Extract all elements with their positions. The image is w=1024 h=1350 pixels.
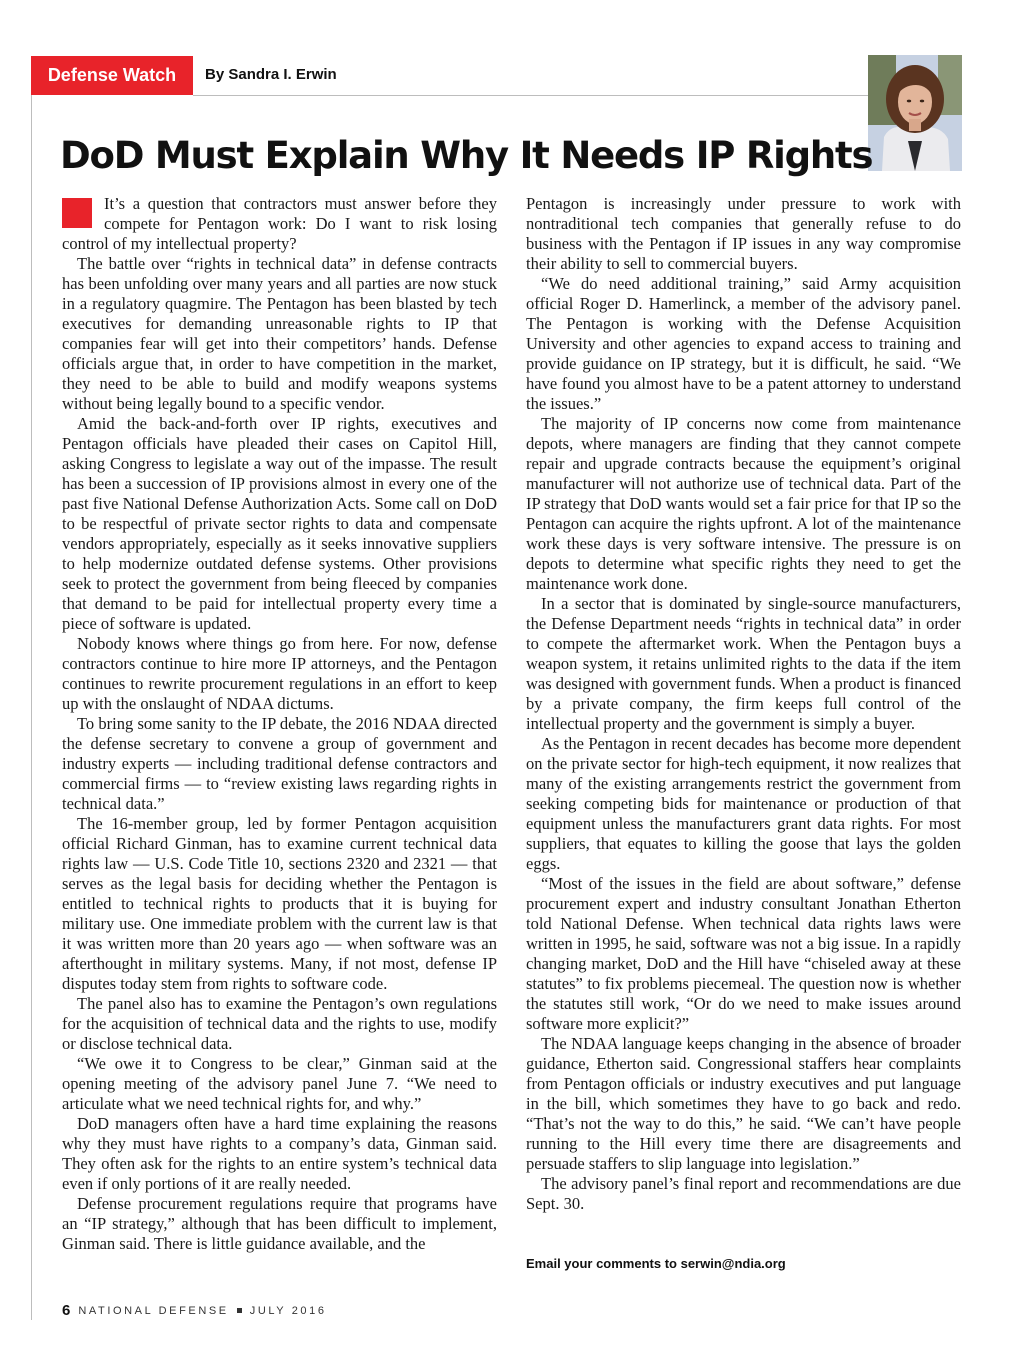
lead-marker xyxy=(62,198,92,228)
paragraph: “We do need additional training,” said Army acquisition official Roger D. Hamerlinck, a member of the advisory panel. The Pentagon is working with the Defense Acquisition University and other agencies to expand access to training and provide guidance on IP strategy, but it is difficult, he said. “We have found you almost have to be a patent attorney to understand the issues.” xyxy=(526,274,961,413)
separator-square-icon xyxy=(237,1308,242,1313)
section-tag: Defense Watch xyxy=(31,56,193,95)
publication-name: NATIONAL DEFENSE xyxy=(78,1304,229,1317)
paragraph: The NDAA language keeps changing in the absence of broader guidance, Etherton said. Congressional staffers hear complaints from Pentagon officials or industry executives and put language in the bill, which sometimes they have to go back and redo. “That’s not the way to do this,” he said. “We can’t have people running to the Hill every time there are disagreements and persuade staffers to slip language into legislation.” xyxy=(526,1034,961,1173)
contact-email-line: Email your comments to serwin@ndia.org xyxy=(526,1256,786,1271)
article-column-left xyxy=(62,194,497,1254)
paragraph: The battle over “rights in technical data” in defense contracts has been unfolding over many years and all parties are now stuck in a regulatory quagmire. The Pentagon has been blasted by tech executives for demanding unreasonable rights to IP that companies fear will get into their competitors’ hands. Defense officials argue that, in order to have competition in the market, they need to be able to build and modify weapons systems without being legally bound to a specific vendor. xyxy=(62,254,497,413)
paragraph: Pentagon is increasingly under pressure to work with nontraditional tech companies that generally refuse to do business with the Pentagon if IP issues in any way compromise their ability to sell to commercial buyers. xyxy=(526,194,961,273)
paragraph: Defense procurement regulations require that programs have an “IP strategy,” although that has been difficult to implement, Ginman said. There is little guidance available, and the xyxy=(62,1194,497,1253)
author-portrait-icon xyxy=(868,55,962,171)
paragraph: “We owe it to Congress to be clear,” Ginman said at the opening meeting of the advisory panel June 7. “We need to articulate what we need technical rights for, and why.” xyxy=(62,1054,497,1113)
paragraph: The advisory panel’s final report and recommendations are due Sept. 30. xyxy=(526,1174,961,1213)
paragraph: It’s a question that contractors must answer before they compete for Pentagon work: Do I want to risk losing control of my intellectual property? xyxy=(62,194,497,253)
headline: DoD Must Explain Why It Needs IP Rights xyxy=(60,134,873,177)
article-column-right xyxy=(526,194,961,1214)
byline: By Sandra I. Erwin xyxy=(205,66,337,83)
issue-date: JULY 2016 xyxy=(249,1304,327,1317)
paragraph: DoD managers often have a hard time explaining the reasons why they must have rights to a company’s data, Ginman said. They often ask for the rights to an entire system’s technical data even if only portions of it are really needed. xyxy=(62,1114,497,1193)
page-footer xyxy=(62,1302,327,1319)
paragraph: As the Pentagon in recent decades has become more dependent on the private sector for high-tech equipment, it now realizes that many of the existing arrangements restrict the government from seeking competing bids for maintenance or production of that equipment unless the manufacturers grant data rights. For most suppliers, that equates to killing the goose that lays the golden eggs. xyxy=(526,734,961,873)
paragraph: In a sector that is dominated by single-source manufacturers, the Defense Department needs “rights in technical data” in order to compete the aftermarket work. When the Pentagon buys a weapon system, it retains unlimited rights to the data if the item was designed with government funds. When a product is financed by a private company, the firm keeps full control of the intellectual property and the government is simply a buyer. xyxy=(526,594,962,733)
paragraph: “Most of the issues in the field are about software,” defense procurement expert and industry consultant Jonathan Etherton told National Defense. When technical data rights laws were written in 1995, he said, software was not a big issue. In a rapidly changing market, DoD and the Hill have “chiseled away at these statutes” to fix problems piecemeal. The question now is whether the statutes still work, “Or do we need to make issues around software more explicit?” xyxy=(526,874,961,1033)
paragraph: Amid the back-and-forth over IP rights, executives and Pentagon officials have pleaded their cases on Capitol Hill, asking Congress to legislate a way out of the impasse. The result has been a succession of IP provisions almost in every one of the past five National Defense Authorization Acts. Some call on DoD to be respectful of private sector rights to data and compensate vendors appropriately, especially as it seeks innovative suppliers to help modernize outdated defense systems. Other provisions seek to protect the government from being fleeced by companies that demand to be paid for intellectual property every time a piece of software is updated. xyxy=(62,414,497,633)
paragraph: To bring some sanity to the IP debate, the 2016 NDAA directed the defense secretary to convene a group of government and industry experts — including traditional defense contractors and commercial firms — to “review existing laws regarding rights in technical data.” xyxy=(62,714,497,813)
author-photo xyxy=(868,55,962,171)
paragraph: The 16-member group, led by former Pentagon acquisition official Richard Ginman, has to examine current technical data rights law — U.S. Code Title 10, sections 2320 and 2321 — that serves as the legal basis for deciding whether the Pentagon is entitled to technical rights to products that it is buying for military use. One immediate problem with the current law is that it was written more than 20 years ago — when software was an afterthought in military systems. Many, if not most, defense IP disputes today stem from rights to software code. xyxy=(62,814,497,993)
page-number: 6 xyxy=(62,1302,71,1319)
paragraph: The panel also has to examine the Pentagon’s own regulations for the acquisition of technical data and the rights to use, modify or disclose technical data. xyxy=(62,994,497,1053)
paragraph: Nobody knows where things go from here. For now, defense contractors continue to hire more IP attorneys, and the Pentagon continues to rewrite procurement regulations in an effort to keep up with the onslaught of NDAA dictums. xyxy=(62,634,497,713)
top-rule xyxy=(193,95,953,96)
paragraph: The majority of IP concerns now come from maintenance depots, where managers are finding that they cannot compete repair and upgrade contracts because the equipment’s original manufacturer will not authorize use of technical data. Part of the IP strategy that DoD wants would set a fair price for that IP so the Pentagon can acquire the rights upfront. A lot of the maintenance work these days is very software intensive. The pressure is on depots to determine what specific rights they need to get the maintenance work done. xyxy=(526,414,962,593)
left-rule xyxy=(31,95,32,1320)
